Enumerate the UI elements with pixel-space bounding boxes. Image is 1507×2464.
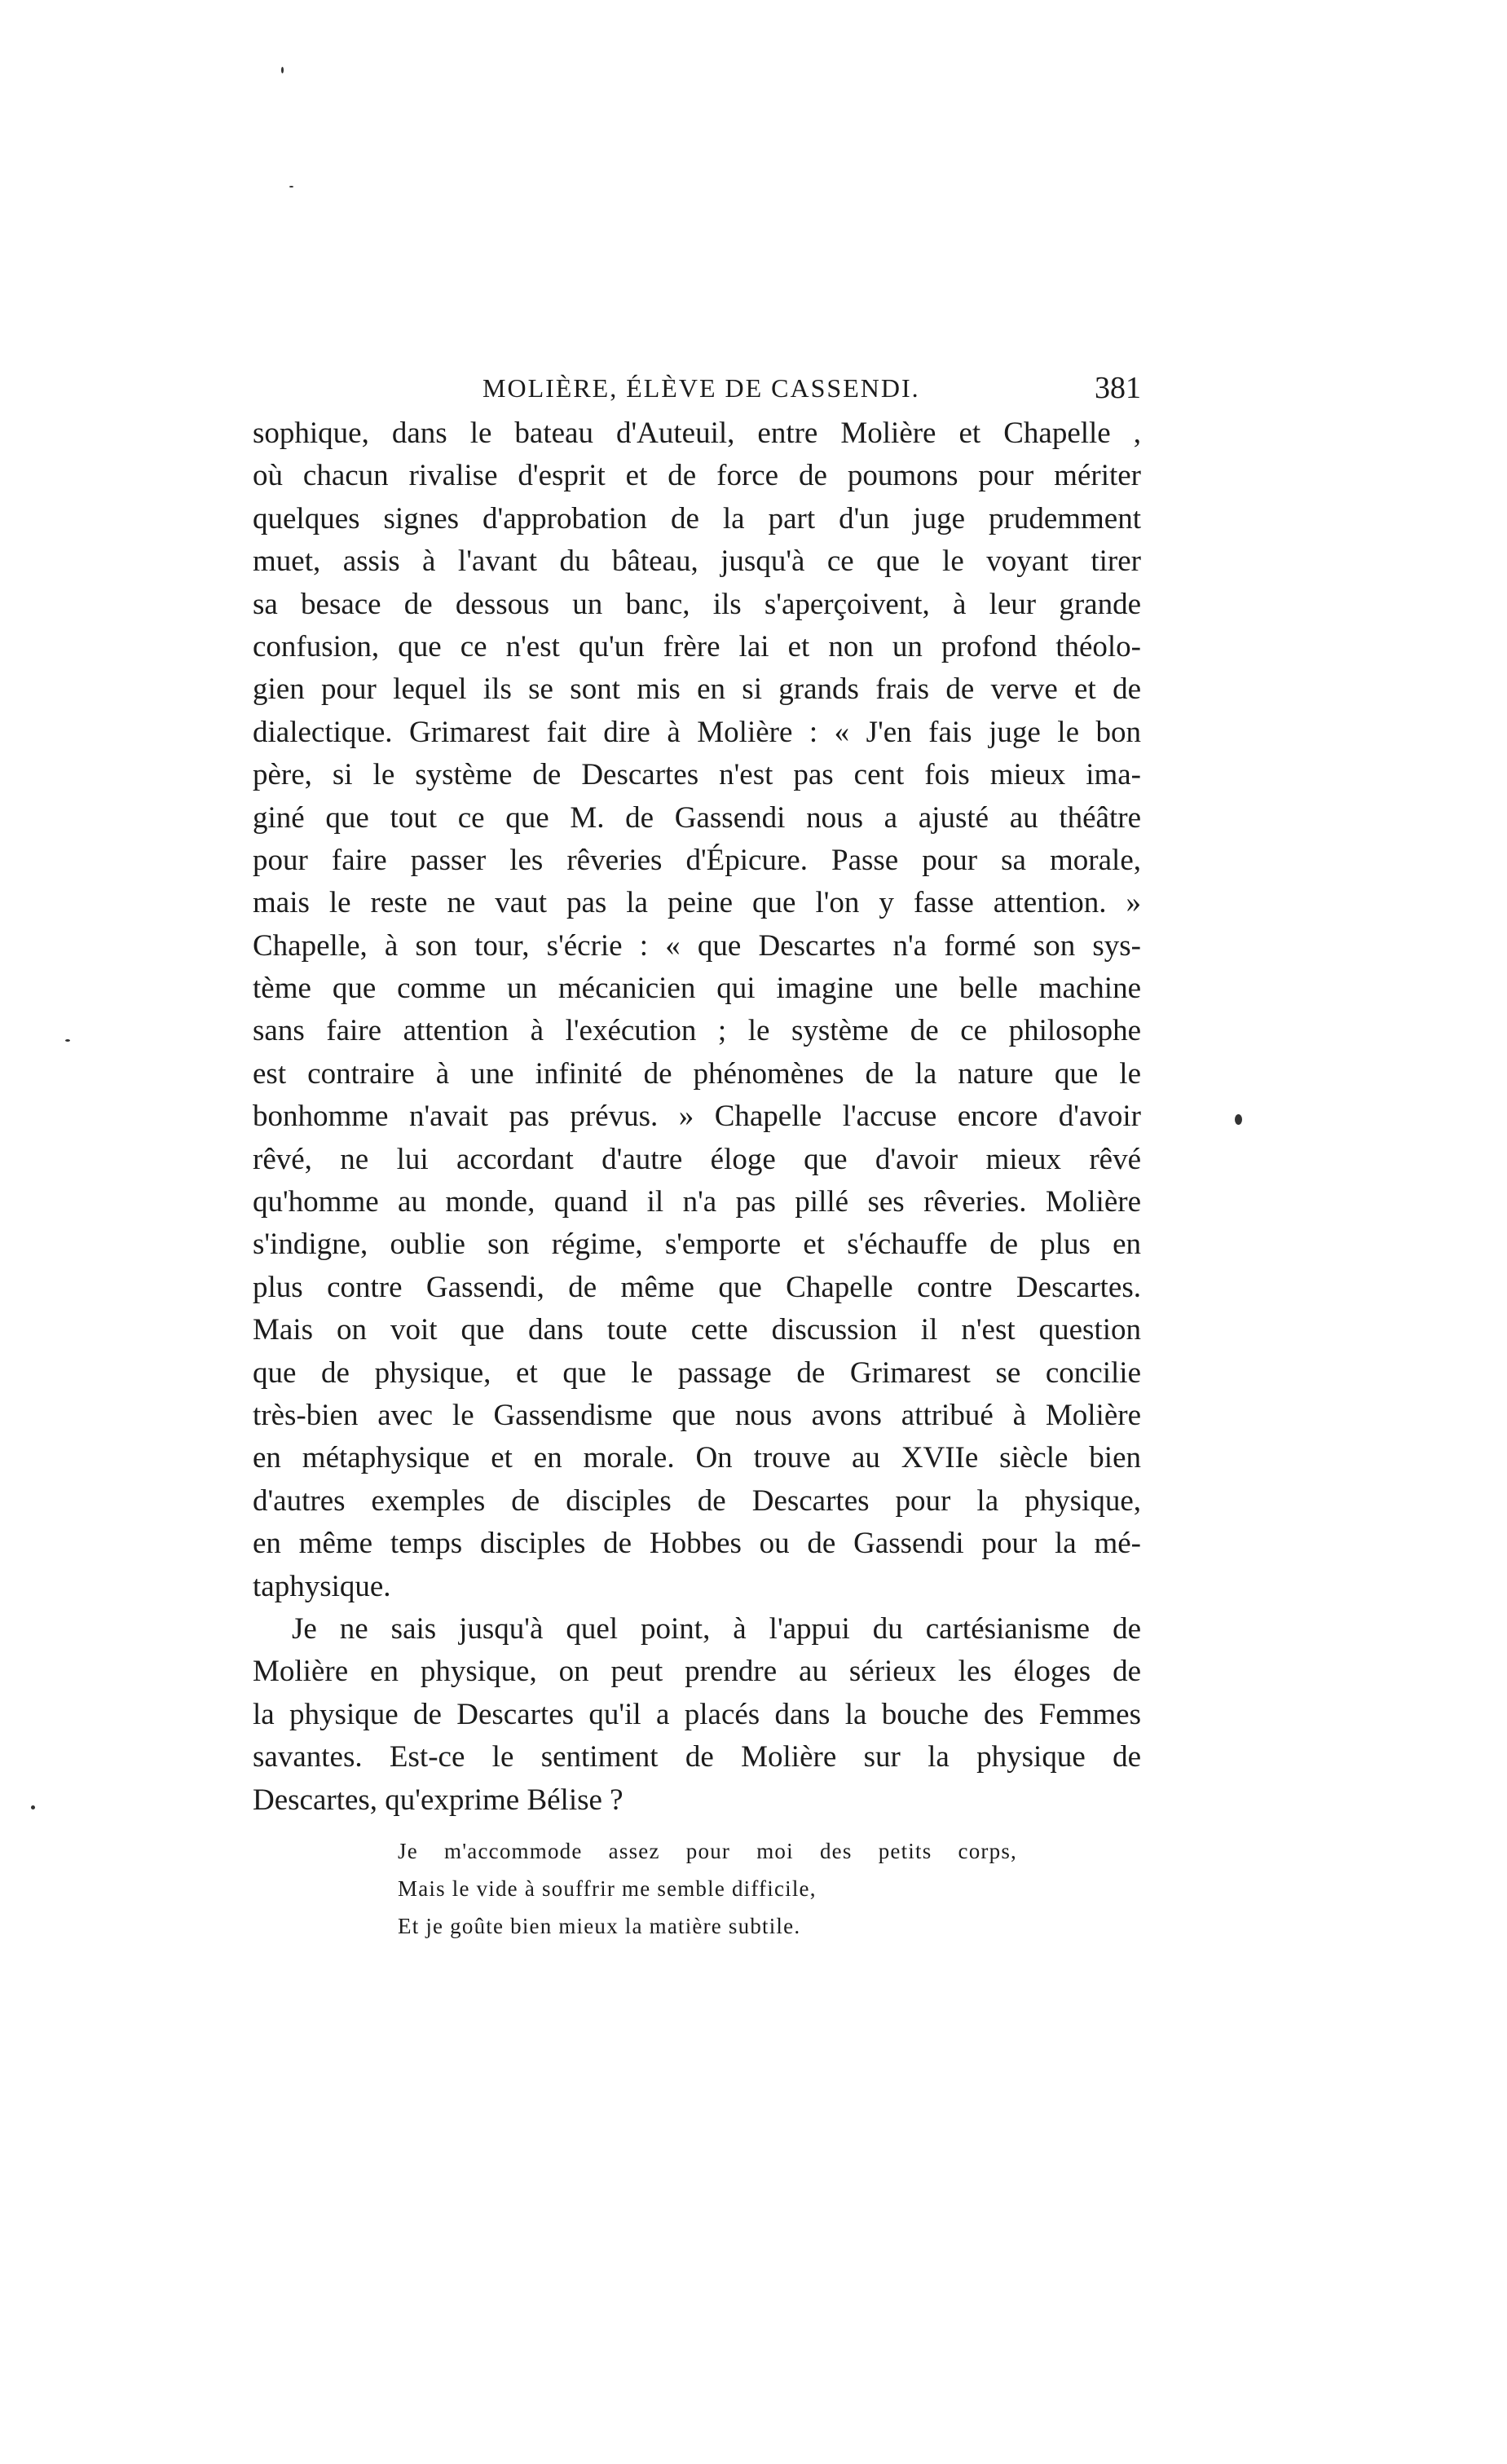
text-line: père, si le système de Descartes n'est pas cent fois mieux ima- <box>253 758 1141 792</box>
verse-line: Et je goûte bien mieux la matière subtile. <box>398 1914 801 1938</box>
text-line: qu'homme au monde, quand il n'a pas pillé ses rêveries. Molière <box>253 1185 1141 1219</box>
ink-speck <box>31 1805 35 1809</box>
text-line: rêvé, ne lui accordant d'autre éloge que d'avoir mieux rêvé <box>253 1142 1141 1176</box>
ink-speck <box>65 1039 70 1042</box>
text-line: est contraire à une infinité de phénomènes de la nature que le <box>253 1056 1141 1091</box>
ink-speck <box>289 186 293 187</box>
text-line: gien pour lequel ils se sont mis en si grands frais de verve et de <box>253 672 1141 707</box>
text-line: Chapelle, à son tour, s'écrie : « que Descartes n'a formé son sys- <box>253 928 1141 963</box>
text-line: confusion, que ce n'est qu'un frère lai et non un profond théolo- <box>253 629 1141 663</box>
text-line: Molière en physique, on peut prendre au sérieux les éloges de <box>253 1655 1141 1689</box>
text-line: bonhomme n'avait pas prévus. » Chapelle l'accuse encore d'avoir <box>253 1100 1141 1134</box>
text-line: où chacun rivalise d'esprit et de force de poumons pour mériter <box>253 459 1141 493</box>
text-line: en même temps disciples de Hobbes ou de Gassendi pour la mé- <box>253 1527 1141 1561</box>
text-line: sa besace de dessous un banc, ils s'aperçoivent, à leur grande <box>253 587 1141 621</box>
text-line: s'indigne, oublie son régime, s'emporte et s'échauffe de plus en <box>253 1228 1141 1262</box>
page-number: 381 <box>1095 371 1141 405</box>
text-line: savantes. Est-ce le sentiment de Molière sur la physique de <box>253 1740 1141 1774</box>
text-line: plus contre Gassendi, de même que Chapelle contre Descartes. <box>253 1270 1141 1304</box>
text-line: Je ne sais jusqu'à quel point, à l'appui du cartésianisme de <box>292 1611 1141 1646</box>
paragraph-1 <box>253 412 1141 1608</box>
text-line: quelques signes d'approbation de la part d'un juge prudemment <box>253 501 1141 536</box>
running-head <box>253 365 1141 411</box>
text-line: très-bien avec le Gassendisme que nous avons attribué à Molière <box>253 1398 1141 1432</box>
text-line: giné que tout ce que M. de Gassendi nous a ajusté au théâtre <box>253 800 1141 835</box>
text-line: d'autres exemples de disciples de Descartes pour la physique, <box>253 1483 1141 1518</box>
text-line: Descartes, qu'exprime Bélise ? <box>253 1783 624 1817</box>
ink-speck <box>1235 1114 1242 1125</box>
text-line: tème que comme un mécanicien qui imagine une belle machine <box>253 972 1141 1006</box>
verse-quotation <box>398 1832 1017 1945</box>
paragraph-2 <box>253 1608 1141 1822</box>
text-line: pour faire passer les rêveries d'Épicure. Passe pour sa morale, <box>253 843 1141 877</box>
text-line: mais le reste ne vaut pas la peine que l'on y fasse attention. » <box>253 886 1141 920</box>
text-line: muet, assis à l'avant du bâteau, jusqu'à ce que le voyant tirer <box>253 544 1141 579</box>
text-line: que de physique, et que le passage de Grimarest se concilie <box>253 1355 1141 1390</box>
text-line: la physique de Descartes qu'il a placés dans la bouche des Femmes <box>253 1697 1141 1731</box>
ink-speck <box>281 67 284 73</box>
verse-line: Mais le vide à souffrir me semble difficile, <box>398 1876 817 1901</box>
text-line: dialectique. Grimarest fait dire à Molière : « J'en fais juge le bon <box>253 715 1141 749</box>
body-text <box>253 412 1141 1822</box>
running-title: MOLIÈRE, ÉLÈVE DE CASSENDI. <box>483 373 920 403</box>
text-line: sophique, dans le bateau d'Auteuil, entre Molière et Chapelle , <box>253 417 1141 450</box>
verse-line: Je m'accommode assez pour moi des petits corps, <box>398 1839 1017 1863</box>
text-line: Mais on voit que dans toute cette discussion il n'est question <box>253 1313 1141 1347</box>
text-line: en métaphysique et en morale. On trouve au XVIIe siècle bien <box>253 1441 1141 1475</box>
text-line: sans faire attention à l'exécution ; le système de ce philosophe <box>253 1014 1141 1048</box>
text-line: taphysique. <box>253 1569 391 1603</box>
